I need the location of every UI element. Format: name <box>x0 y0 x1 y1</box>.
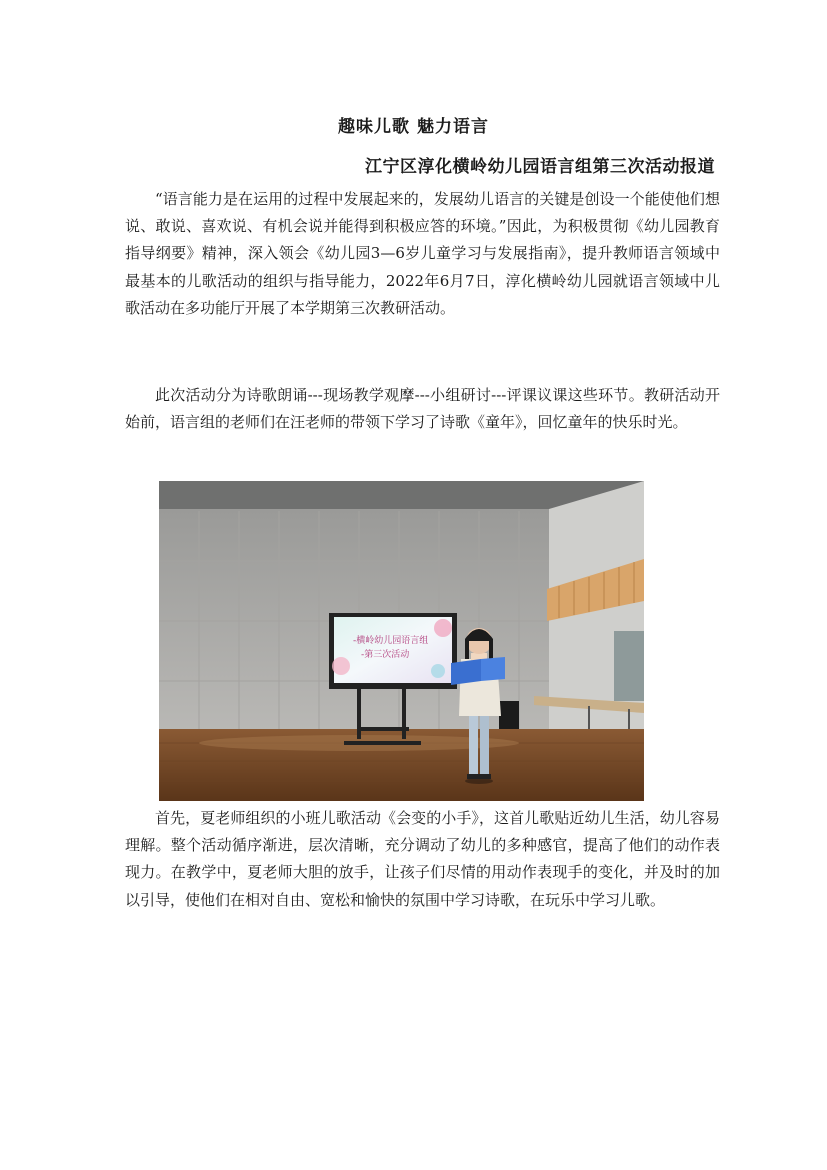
document-title: 趣味儿歌 魅力语言 <box>338 117 489 137</box>
screen-text-1: -横岭幼儿园语言组 <box>353 636 429 646</box>
activity-photo <box>159 481 644 801</box>
paragraph-activity-overview: 此次活动分为诗歌朗诵---现场教学观摩---小组研讨---评课议课这些环节。教研活动开始前，语言组的老师们在汪老师的带领下学习了诗歌《童年》，回忆童年的快乐时光。 <box>125 386 720 432</box>
screen-text-2: -第三次活动 <box>361 650 410 660</box>
paragraph-lesson-description: 首先，夏老师组织的小班儿歌活动《会变的小手》，这首儿歌贴近幼儿生活，幼儿容易理解。整个活动循序渐进，层次清晰，充分调动了幼儿的多种感官，提高了他们的动作表现力。在教学中，夏老师大胆的放手，让孩子们尽情的用动作表现手的变化，并及时的加以引导，使他们在相对自由、宽松和愉快的氛围中学习诗歌，在玩乐中学习儿歌。 <box>125 809 720 909</box>
document-subtitle: 江宁区淳化横岭幼儿园语言组第三次活动报道 <box>365 157 715 177</box>
paragraph-intro: “语言能力是在运用的过程中发展起来的，发展幼儿语言的关键是创设一个能使他们想说、敢说、喜欢说、有机会说并能得到积极应答的环境。”因此，为积极贯彻《幼儿园教育指导纲要》精神，深入领会《幼儿园3—6岁儿童学习与发展指南》，提升教师语言领域中最基本的儿歌活动的组织与指导能力，2022年6月7日，淳化横岭幼儿园就语言领域中儿歌活动在多功能厅开展了本学期第三次教研活动。 <box>125 190 720 317</box>
